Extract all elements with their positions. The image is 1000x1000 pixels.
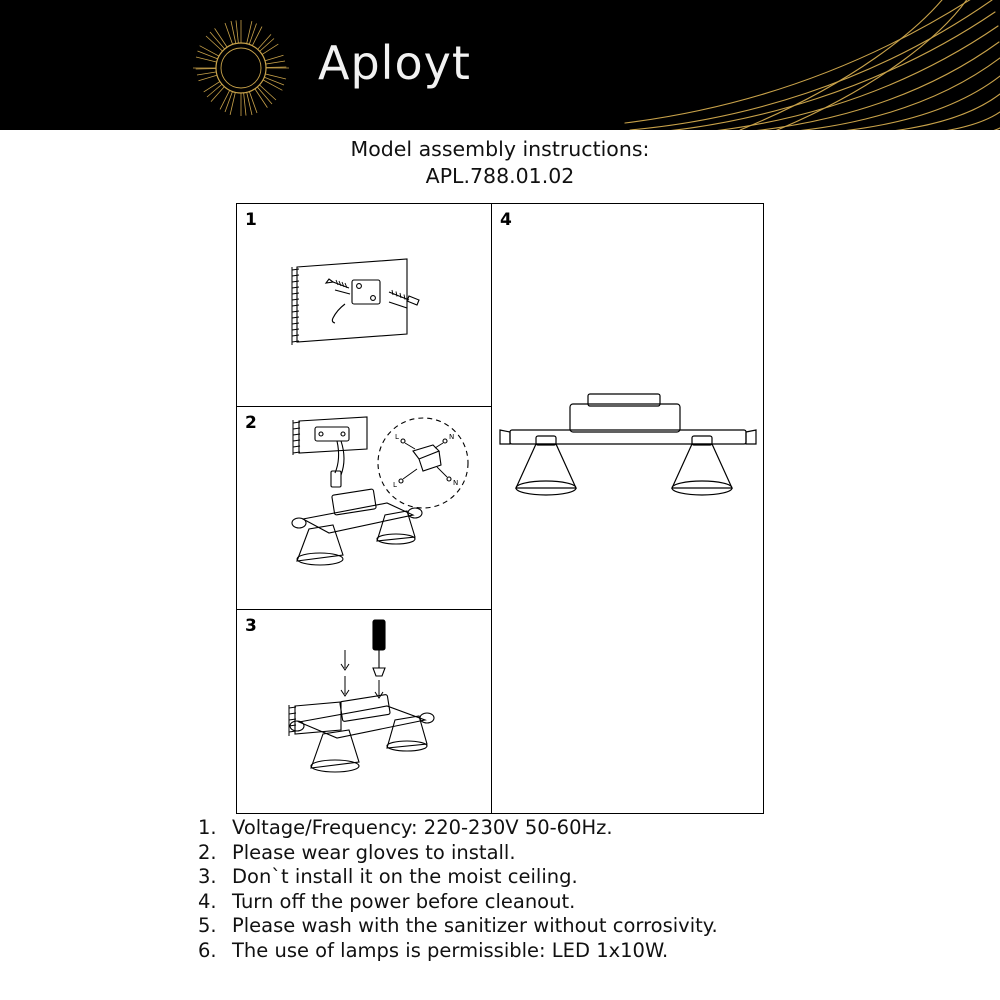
note-number: 2. (198, 840, 217, 864)
svg-text:N: N (453, 479, 459, 487)
note-text: Turn off the power before cleanout. (232, 889, 576, 913)
note-item (198, 914, 898, 939)
svg-text:L: L (393, 481, 397, 489)
note-item (198, 890, 898, 915)
note-text: Voltage/Frequency: 220-230V 50-60Hz. (232, 816, 613, 839)
page-title (0, 136, 1000, 190)
title-line-1: Model assembly instructions: (350, 137, 650, 161)
note-item (198, 865, 898, 890)
note-item (198, 939, 898, 964)
step-2-number: 2 (245, 413, 257, 433)
header-banner (0, 0, 1000, 130)
note-text: Please wash with the sanitizer without corrosivity. (232, 914, 718, 938)
note-text: Please wear gloves to install. (232, 840, 516, 864)
step-3-number: 3 (245, 616, 257, 636)
step-4-illustration (492, 204, 763, 812)
step-1-illustration (237, 204, 492, 405)
step-3-cell (237, 610, 491, 815)
step-3-illustration (237, 610, 492, 813)
steps-column (237, 204, 492, 813)
note-text: The use of lamps is permissible: LED 1x10W. (232, 938, 669, 962)
note-number: 5. (198, 914, 217, 938)
step-4-number: 4 (500, 210, 512, 230)
svg-text:L: L (395, 433, 399, 441)
step-1-cell (237, 204, 491, 407)
note-text: Don`t install it on the moist ceiling. (232, 865, 578, 889)
sunburst-icon (186, 18, 296, 118)
safety-notes-list (198, 816, 898, 964)
note-number: 1. (198, 816, 217, 839)
note-item (198, 841, 898, 866)
brand-name: Aployt (318, 36, 471, 90)
palm-fan-icon (620, 0, 1000, 130)
note-number: 6. (198, 938, 217, 962)
svg-text:N: N (449, 433, 455, 441)
note-number: 4. (198, 889, 217, 913)
assembly-diagram-grid (236, 203, 764, 814)
step-2-illustration (237, 407, 492, 608)
note-number: 3. (198, 865, 217, 889)
note-item (198, 816, 898, 841)
step-4-cell (492, 204, 763, 813)
title-line-2: APL.788.01.02 (425, 164, 575, 188)
step-1-number: 1 (245, 210, 257, 230)
step-2-cell (237, 407, 491, 610)
